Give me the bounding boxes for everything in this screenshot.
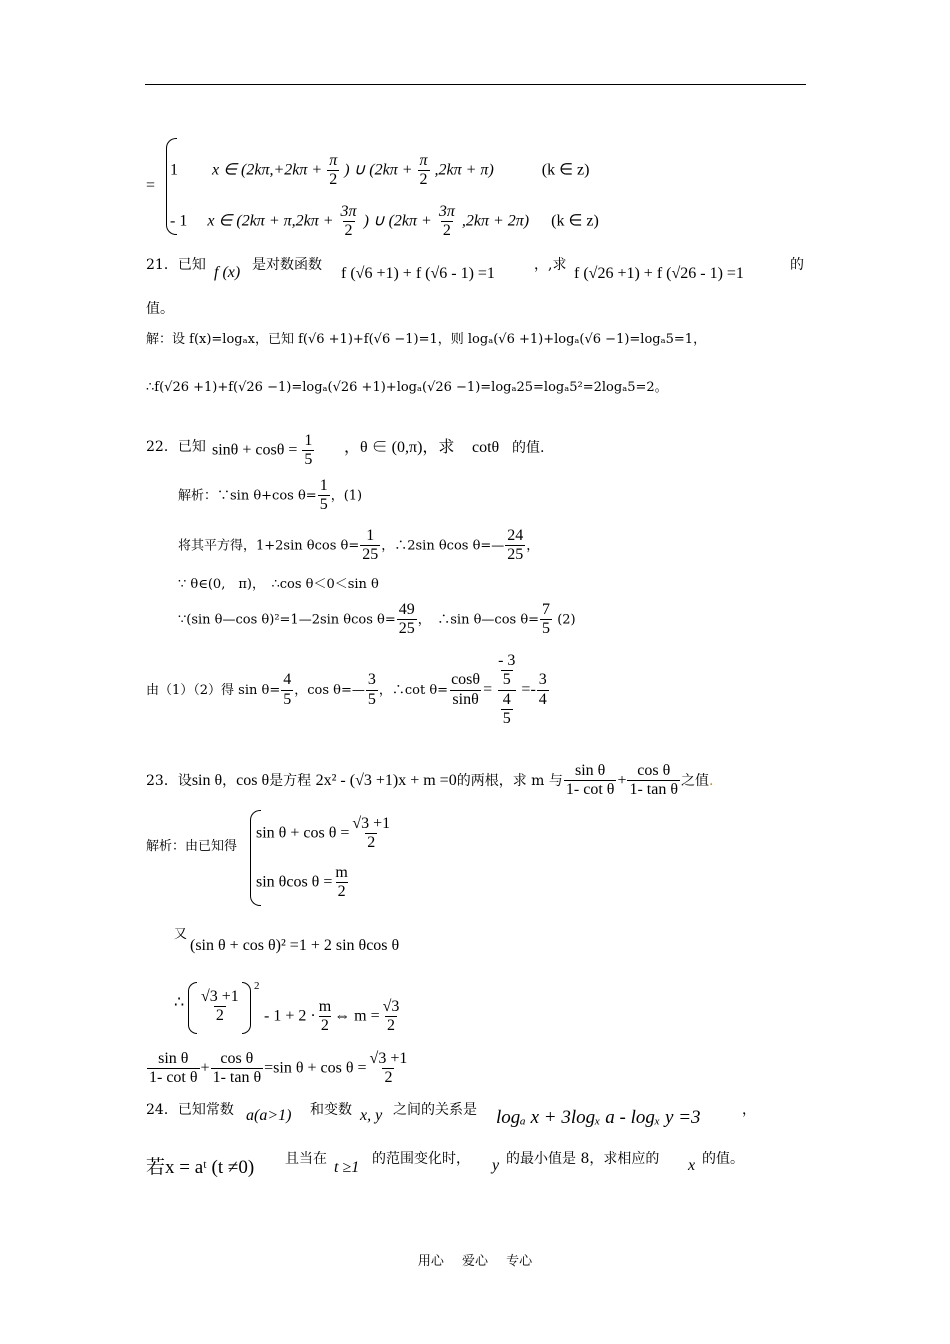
q21-qiu: ，,求 xyxy=(534,257,567,273)
q22-range: ，θ ∈ (0,π)，求 xyxy=(344,439,455,456)
q22-line3: ∵ θ∈(0, π)， ∴cos θ＜0＜sin θ xyxy=(178,577,379,592)
q24-and-var: 和变数 xyxy=(310,1102,352,1118)
q21-solution-line2: ∴f(√26 +1)+f(√26 −1)=logₐ(√26 +1)+logₐ(√26 −1)=logₐ25=logₐ5²=2logₐ5=2。 xyxy=(146,380,668,395)
q21-de: 的 xyxy=(790,257,804,273)
q21-number: 21．已知 xyxy=(146,257,206,273)
q23-line: 23．设sin θ，cos θ是方程 2x² - (√3 +1)x + m =0的两根，求 m 与 $\frac{\text{sin θ}}{\text{1- cot θ}}$ + $\frac{\text{cos θ}}{\text{1- tan θ}}$ 之值. xyxy=(146,762,714,799)
q22-line5: 由（1）（2）得 sin θ= $\frac{4}{5}$ ，cos θ=— $\frac{3}{5}$ ，∴cot θ= $\frac{\cos\theta}{\sin\theta}$ = $\frac{\frac{- 3}{5}}{\frac{4}{5}}$ =- $\frac{3}{4}$ xyxy=(146,652,547,728)
q24-a: a(a>1) xyxy=(246,1107,292,1124)
q23-system2: sin θcos θ = $\frac{m}{2}$ xyxy=(256,864,348,901)
q24-y: y xyxy=(492,1157,500,1174)
q23-final: $\frac{\text{sin θ}}{\text{1- cot θ}}$ + $\frac{\text{cos θ}}{\text{1- tan θ}}$ =sin θ + cos θ = $\frac{√3 +1}{2}$ xyxy=(149,1050,408,1087)
q22-line2: 将其平方得，1+2sin θcos θ= $\frac{1}{25}$ ，∴2sin θcos θ=— $\frac{24}{25}$ ， xyxy=(178,527,540,564)
q23-derive: - 1 + 2 · $\frac{m}{2}$ ⇔ m = $\frac{√3}{2}$ xyxy=(264,998,400,1035)
q21-fx: f (x) xyxy=(214,264,241,281)
q23-square: 2 xyxy=(254,980,260,992)
q23-system1: sin θ + cos θ = $\frac{√3 +1}{2}$ xyxy=(256,815,391,852)
q24-xy: x, y xyxy=(360,1107,383,1124)
q22-number: 22．已知 xyxy=(146,439,206,455)
q22-ask: cotθ xyxy=(472,439,500,456)
q23-paren-frac: $\frac{√3 +1}{2}$ xyxy=(201,988,239,1025)
q24-x: x xyxy=(688,1157,696,1174)
q24-change: 的范围变化时， xyxy=(372,1151,470,1167)
q23-left-paren xyxy=(188,982,197,1034)
q21-given: f (√6 +1) + f (√6 - 1) =1 xyxy=(341,265,495,282)
q22-line4: ∵(sin θ—cos θ)²=1—2sin θcos θ= $\frac{49}{25}$ ， ∴sin θ—cos θ= $\frac{7}{5}$ (2) xyxy=(178,601,576,638)
q24-ruo: 若x = aᵗ (t ≠0) xyxy=(146,1157,255,1178)
q24-equation: logₐ x + 3logₓ a - logₓ y =3 xyxy=(496,1107,701,1128)
q24-number: 24．已知常数 xyxy=(146,1102,234,1118)
header-rule xyxy=(145,84,806,85)
q23-right-paren xyxy=(242,982,251,1034)
q23-sol-label: 解析：由已知得 xyxy=(146,839,238,854)
q22-condition: sinθ + cosθ = $\frac{1}{5}$ xyxy=(212,432,313,469)
q24-t-range: t ≥1 xyxy=(334,1159,360,1176)
q21-target: f (√26 +1) + f (√26 - 1) =1 xyxy=(574,265,744,282)
q24-tail: 的值。 xyxy=(702,1151,744,1167)
q24-relation-label: 之间的关系是 xyxy=(393,1102,477,1118)
q21-is-log: 是对数函数 xyxy=(252,257,322,273)
q22-ask-tail: 的值. xyxy=(512,440,545,456)
page-footer: 用心 爱心 专心 xyxy=(417,1254,533,1269)
q24-min: 的最小值是 8，求相应的 xyxy=(506,1151,660,1167)
q20-case1: 1 x ∈ (2kπ,+2kπ + $\frac{\pi}{2}$ ) ∪ (2kπ + $\frac{\pi}{2}$ ,2kπ + π) (k ∈ z) xyxy=(170,152,590,189)
q20-equals: = xyxy=(146,177,156,194)
q20-case2: - 1 x ∈ (2kπ + π,2kπ + $\frac{3\pi}{2}$ ) ∪ (2kπ + $\frac{3\pi}{2}$ ,2kπ + 2π) (k ∈ z) xyxy=(170,203,599,240)
q23-identity: (sin θ + cos θ)² =1 + 2 sin θcos θ xyxy=(190,937,400,954)
q21-solution-line1: 解：设 f(x)=logₐx，已知 f(√6 +1)+f(√6 −1)=1，则 logₐ(√6 +1)+logₐ(√6 −1)=logₐ5=1， xyxy=(146,332,707,347)
q22-line1: 解析：∵sin θ+cos θ= $\frac{1}{5}$ ，(1) xyxy=(178,477,363,514)
q23-therefore: ∴ xyxy=(174,994,185,1011)
q23-you: 又 xyxy=(174,927,188,942)
q24-when: 且当在 xyxy=(285,1151,327,1167)
q21-zhi: 值。 xyxy=(146,301,174,317)
q24-comma: ， xyxy=(742,1102,756,1118)
